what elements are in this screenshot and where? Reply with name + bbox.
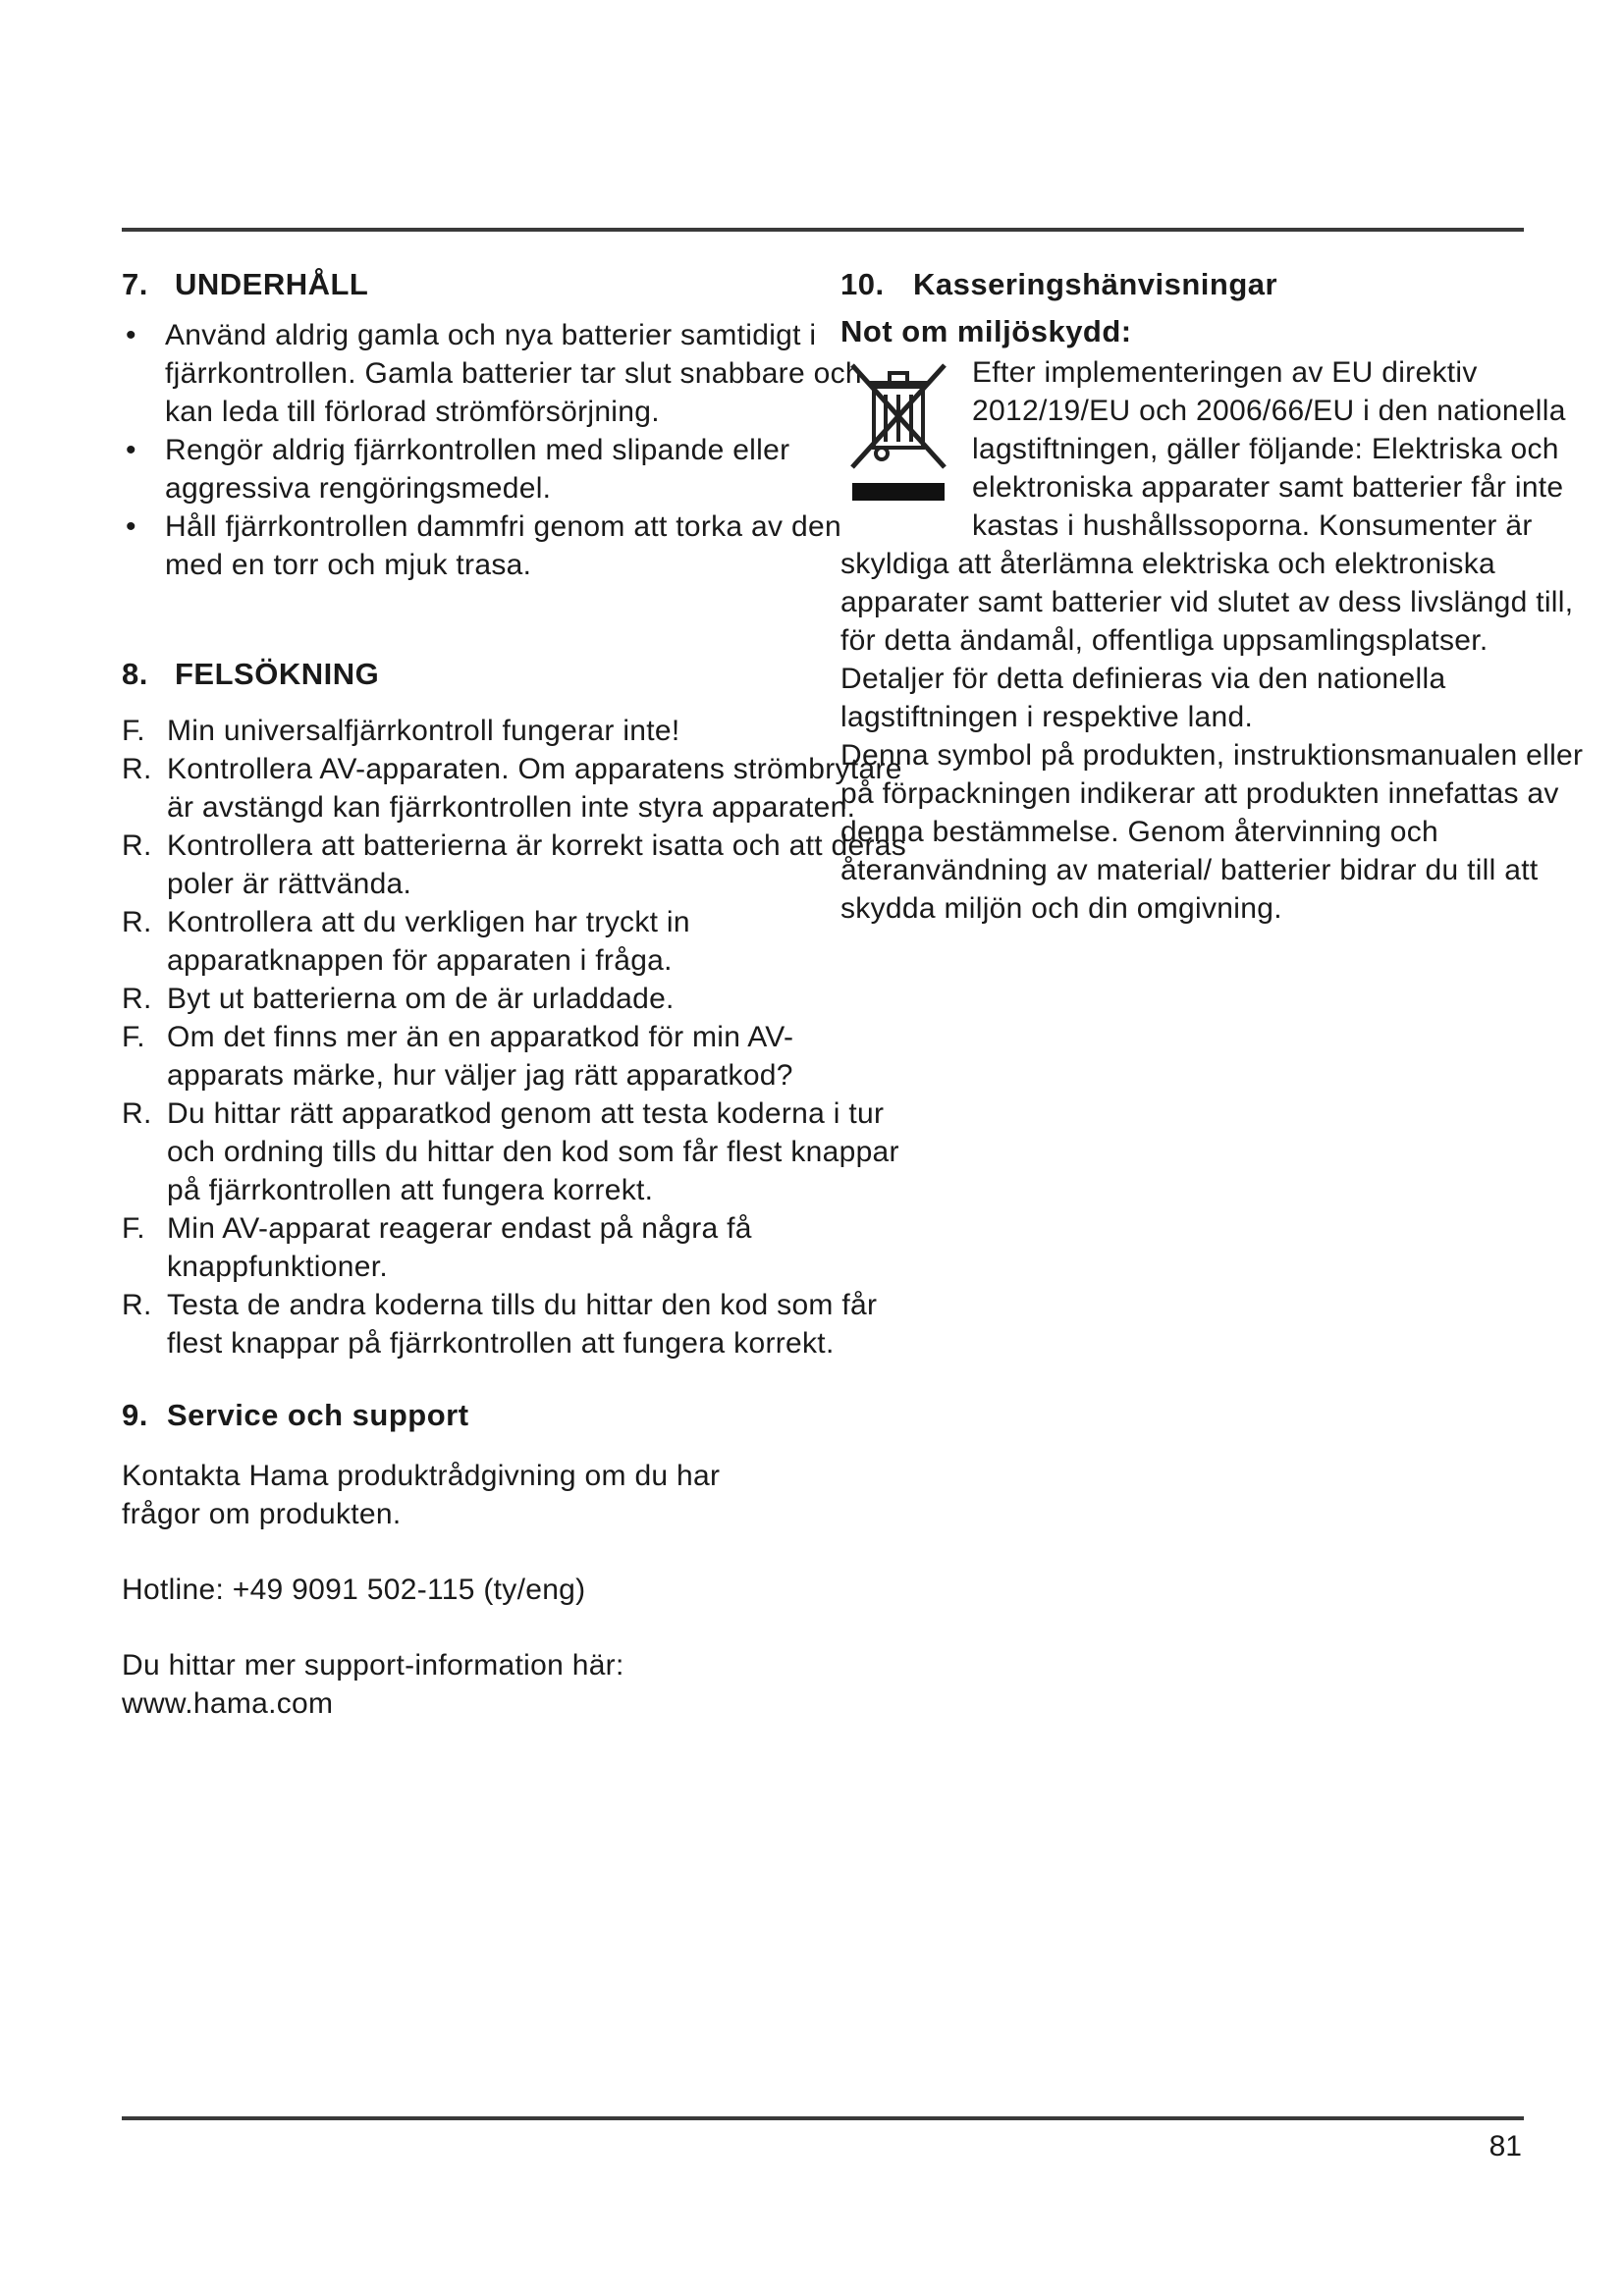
list-item: F. Om det finns mer än en apparatkod för min AV-apparats märke, hur väljer jag rätt apparatkod?: [122, 1021, 794, 1092]
section-heading: [122, 1396, 907, 1435]
list-item: R. Kontrollera AV-apparaten. Om apparatens strömbrytare är avstängd kan fjärrkontrollen inte styra apparaten.: [122, 753, 902, 824]
section-heading: [122, 655, 907, 694]
weee-crossed-bin-icon: [840, 357, 956, 505]
list-item: • Håll fjärrkontrollen dammfri genom att torka av den med en torr och mjuk trasa.: [122, 507, 907, 584]
service-website-link[interactable]: www.hama.com: [122, 1687, 334, 1720]
list-item: R. Kontrollera att du verkligen har tryckt in apparatknappen för apparaten i fråga.: [122, 906, 690, 977]
bullet-icon: •: [126, 319, 136, 351]
list-item: R. Testa de andra koderna tills du hittar den kod som får flest knappar på fjärrkontrollen att fungera korrekt.: [122, 1289, 878, 1360]
section-number: 10.: [840, 267, 885, 301]
section-title: Kasseringshänvisningar: [913, 267, 1278, 301]
bullet-icon: •: [126, 510, 136, 543]
service-hotline: Hotline: +49 9091 502-115 (ty/eng): [122, 1574, 586, 1606]
service-contact: Kontakta Hama produktrådgivning om du har frågor om produkten.: [122, 1460, 721, 1530]
list-item: F. Min universalfjärrkontroll fungerar inte!: [122, 715, 680, 747]
section-maintenance: [122, 265, 907, 584]
section-heading: [122, 265, 907, 304]
list-item: R. Du hittar rätt apparatkod genom att testa koderna i tur och ordning tills du hittar den kod som får flest knappar på fjärrkontrollen att fungera korrekt.: [122, 1097, 899, 1206]
section-service: [122, 1396, 907, 1723]
troubleshooting-list: [122, 712, 907, 1362]
header-rule: [122, 228, 1524, 232]
section-number: 8.: [122, 657, 148, 691]
page-number: 81: [1489, 2130, 1522, 2163]
list-item: • Rengör aldrig fjärrkontrollen med slipande eller aggressiva rengöringsmedel.: [122, 431, 907, 507]
maintenance-list: [122, 316, 907, 584]
section-troubleshooting: [122, 655, 907, 1362]
list-item: F. Min AV-apparat reagerar endast på några få knappfunktioner.: [122, 1212, 752, 1283]
bullet-icon: •: [126, 434, 136, 466]
disposal-body: [840, 353, 1587, 928]
section-title: UNDERHÅLL: [175, 267, 369, 301]
section-title: Service och support: [167, 1398, 469, 1432]
right-column: [840, 265, 1587, 928]
list-item: R. Byt ut batterierna om de är urladdade.: [122, 983, 675, 1015]
section-heading: [840, 265, 1587, 304]
list-item: R. Kontrollera att batterierna är korrekt isatta och att deras poler är rättvända.: [122, 829, 907, 900]
section-number: 9.: [122, 1398, 148, 1432]
service-more-info: Du hittar mer support-information här:: [122, 1649, 624, 1682]
section-number: 7.: [122, 267, 148, 301]
section-title: FELSÖKNING: [175, 657, 380, 691]
disposal-paragraph-1: Efter implementeringen av EU direktiv 2012/19/EU och 2006/66/EU i den nationella lagstiftningen, gäller följande: Elektriska och elektroniska apparater samt batterier får inte kastas i hushållssoporna. Konsumenter är skyldiga att återlämna elektriska och elektroniska apparater samt batterier vid slutet av dess livslängd till, för detta ändamål, offentliga uppsamlingsplatser. Detaljer för detta definieras via den nationella lagstiftningen i respektive land.: [840, 356, 1574, 733]
disposal-subtitle: Not om miljöskydd:: [840, 314, 1132, 348]
left-column: [122, 265, 907, 1723]
footer-rule: [122, 2116, 1524, 2120]
disposal-paragraph-2: Denna symbol på produkten, instruktionsmanualen eller på förpackningen indikerar att produkten innefattas av denna bestämmelse. Genom återvinning och återanvändning av material/ batterier bidrar du till att skydda miljön och din omgivning.: [840, 739, 1584, 925]
list-item: • Använd aldrig gamla och nya batterier samtidigt i fjärrkontrollen. Gamla batterier tar slut snabbare och kan leda till förlorad strömförsörjning.: [122, 316, 907, 431]
